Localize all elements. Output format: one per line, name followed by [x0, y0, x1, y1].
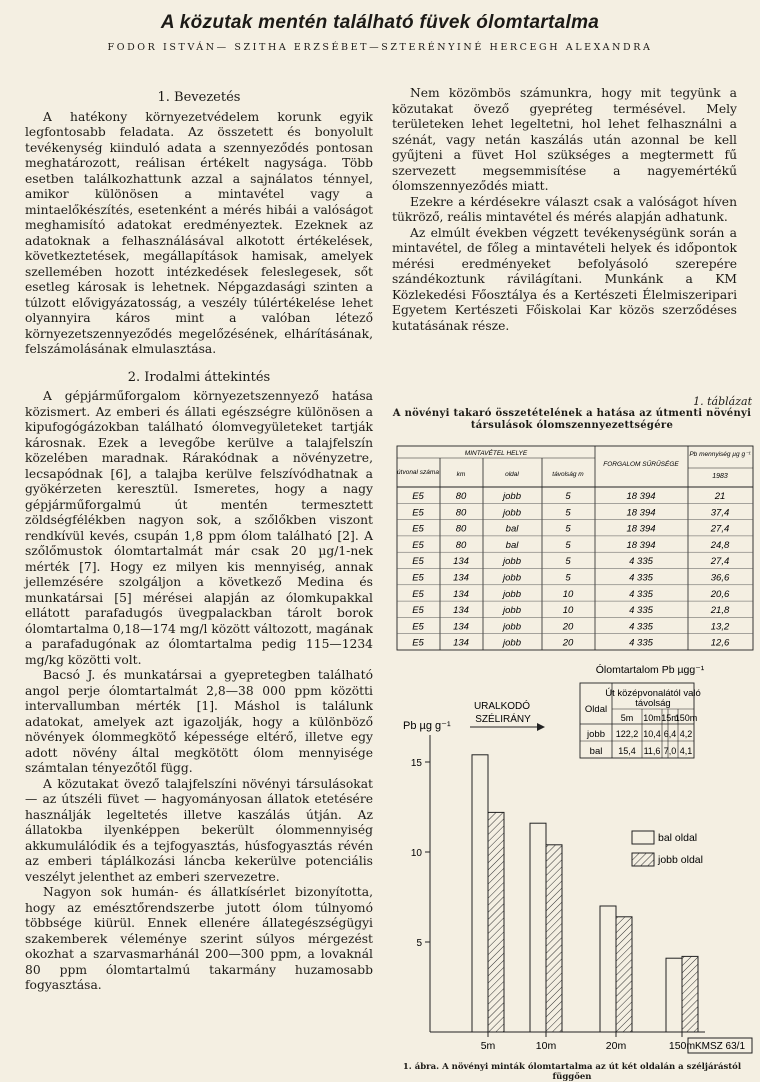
- y-tick-label: 5: [416, 938, 422, 949]
- inset-title: Ólomtartalom Pb µgg⁻¹: [595, 664, 705, 676]
- table-cell: 27,4: [710, 556, 730, 568]
- inset-value: 4,2: [679, 729, 693, 739]
- bar-jobb-oldal: [546, 845, 562, 1032]
- y-ticks: [411, 758, 430, 949]
- table-cell: jobb: [503, 621, 521, 633]
- inset-distance: 5m: [620, 713, 634, 723]
- right-paragraph-2: Ezekre a kérdésekre választ csak a valóságot híven tükröző, reális mintavétel és mérés alapján adhatunk.: [392, 194, 737, 224]
- legend-label-jobb: jobb oldal: [658, 854, 703, 866]
- bar-chart: [403, 720, 752, 1053]
- bar-bal-oldal: [600, 906, 616, 1032]
- x-tick-label: 10m: [535, 1040, 557, 1052]
- bar-jobb-oldal: [616, 917, 632, 1032]
- table-cell: bal: [505, 523, 519, 535]
- table-cell: 134: [453, 572, 469, 584]
- table-cell: 21,8: [710, 605, 730, 617]
- wind-arrow-icon: [537, 723, 545, 731]
- table-cell: 20,6: [710, 588, 730, 600]
- bars: [472, 755, 698, 1032]
- table-cell: 20: [562, 621, 574, 633]
- inset-value: 10,4: [643, 729, 661, 739]
- bar-bal-oldal: [472, 755, 488, 1032]
- table-cell: 5: [565, 539, 571, 551]
- table-caption: A növényi takaró összetételének a hatása az útmenti növényi társulások ólomszennyezettségére: [392, 408, 752, 431]
- table-cell: 4 335: [629, 572, 653, 584]
- wind-label-1: URALKODÓ: [473, 701, 531, 712]
- article-title: A közutak mentén található füvek ólomtartalma: [160, 12, 600, 33]
- right-paragraph-3: Az elmúlt években végzett tevékenységünk során a mintavétel, de főleg a mintavételi helyek és időpontok mérési eredményeket befolyásoló szerepére szándékoztunk rávilágítani. Munkánk a KM Közlekedési Főosztálya és a Kertészeti Élelmiszeripari Egyetem Kertészeti Főiskolai Kar közös szerződéses kutatásának része.: [392, 225, 737, 333]
- figure-inset-table: [580, 663, 705, 758]
- inset-value: 122,2: [615, 729, 639, 739]
- inset-distance: 10m: [643, 713, 661, 723]
- figure-caption: 1. ábra. A növényi minták ólomtartalma az út két oldalán a széljárástól függően: [402, 1062, 742, 1082]
- right-paragraph-1: Nem közömbös számunkra, hogy mit tegyünk a közutakat övező gyepréteg termésével. Mely területeken lehet legeltetni, hol lehet felhasználni a szénát, vagy netán kaszálás után azonnal be kell gyűjteni a füvet Hol szükséges a megtermett fű szervezett megsemmisítése a nagyemértékű ólomszennyeződés miatt.: [392, 86, 737, 193]
- table-header-cell: FORGALOM SŰRŰSÉGE: [603, 461, 679, 468]
- bar-jobb-oldal: [682, 956, 698, 1032]
- table-reference: 1. táblázat: [693, 395, 752, 408]
- table-cell: 4 335: [629, 637, 653, 649]
- table-cell: 5: [565, 507, 571, 519]
- table-cell: 36,6: [710, 572, 730, 584]
- table-cell: 80: [455, 507, 467, 519]
- table-cell: E5: [412, 491, 424, 502]
- data-table: [397, 446, 753, 650]
- bar-bal-oldal: [666, 958, 682, 1032]
- table-cell: E5: [412, 621, 424, 633]
- inset-distance: 15m: [661, 713, 679, 723]
- x-tick-label: 20m: [605, 1040, 627, 1052]
- table-cell: jobb: [503, 556, 521, 568]
- inset-value: 11,6: [643, 746, 661, 756]
- inset-side: bal: [589, 746, 603, 757]
- table-cell: E5: [412, 523, 424, 535]
- literature-paragraph-3: A közutakat övező talajfelszíni növényi társulásokat — az útszéli füvet — hagyományosan állatok etetésére használják legeltetés illetve kaszálás útján. Az állatokba ilyenképpen bekerült ólommennyiség akkumulálódik és a tejfogyasztás, húsfogyasztás révén az emberi táplálkozási láncba kekerülve potenciális veszélyt jelenthet az emberi szervezetre.: [25, 776, 373, 884]
- literature-paragraph-4: Nagyon sok humán- és állatkísérlet bizonyította, hogy az emésztőrendszerbe jutott ólom túlnyomó többsége kiürül. Ennek ellenére állategészségügyi szakemberek véleménye szerint súlyos mérgezést okozhat a szarvasmarhánál 200—300 ppm, a lovaknál 80 ppm ólomtartalmú takarmány huzamosabb fogyasztása.: [25, 885, 373, 992]
- table-group-header: MINTAVÉTEL HELYE: [464, 450, 528, 457]
- table-header-cell: oldal: [505, 471, 519, 478]
- literature-heading: 2. Irodalmi áttekintés: [127, 369, 271, 385]
- table-cell: 134: [453, 605, 469, 617]
- table-cell: 5: [565, 556, 571, 568]
- table-cell: jobb: [503, 491, 521, 502]
- literature-paragraph-2: Bacsó J. és munkatársai a gyepretegben található angol perje ólomtartalmát 2,8—38 000 ppm közötti intervallumban mérték [1]. Máshol is találunk adatokat, amelyek azt igazolják, hogy a különböző növények ólommegkötő képessége eltérő, illetve egy adott növény által megkötött ólom mennyisége számtalan tényezőtől függ.: [25, 668, 373, 775]
- table-cell: E5: [412, 556, 424, 568]
- legend: [632, 831, 703, 866]
- table-cell: bal: [505, 539, 519, 551]
- table-cell: E5: [412, 539, 424, 551]
- table-cell: 18 394: [626, 539, 656, 551]
- table-cell: 37,4: [710, 507, 730, 519]
- table-cell: 4 335: [629, 621, 653, 633]
- article-authors: FODOR ISTVÁN— SZITHA ERZSÉBET—SZTERÉNYINÉ HERCEGH ALEXANDRA: [107, 42, 653, 53]
- table-cell: jobb: [503, 605, 521, 617]
- table-cell: E5: [412, 637, 424, 649]
- intro-paragraph: A hatékony környezetvédelem korunk egyik legfontosabb feladata. Az összetett és bonyolult tevékenység kiinduló adata a szennyeződés pontosan meghatározott, reálisan értékelt nagysága. Több esetben találkozhattunk azzal a sajnálatos ténnyel, amikor különösen a mintavétel vagy a mintaelőkészítés, esetenként a mérés hibái a valóságot meghamisító adatokat eredményeztek. Ezeknek az adatoknak a felhasználásával alkotott értékelések, következtetések, megállapítások hamisak, amelyek szellemében hozott intézkedések feleslegesek, sőt esetleg károsak is lehetnek. Népgazdasági szinten a túlzott elővigyázatosság, a veszély túlértékelése lehet olyannyira káros mint a valóban létező környezetszennyeződés megelőzésének, elhárításának, felszámolásának elmulasztása.: [25, 109, 373, 356]
- table-cell: 5: [565, 572, 571, 584]
- table-header-cell: útvonal száma: [397, 469, 439, 476]
- table-cell: 10: [562, 588, 574, 600]
- table-cell: 134: [453, 556, 469, 568]
- table-cell: 4 335: [629, 556, 653, 568]
- table-cell: 134: [453, 621, 469, 633]
- table-cell: E5: [412, 507, 424, 519]
- inset-value: 15,4: [618, 746, 636, 756]
- table-cell: 13,2: [710, 621, 730, 633]
- inset-distance: 150m: [674, 713, 698, 723]
- inset-value: 4,1: [679, 746, 693, 756]
- x-tick-label: 5m: [480, 1040, 496, 1052]
- table-cell: 5: [565, 491, 571, 502]
- table-cell: 27,4: [710, 523, 730, 535]
- table-header-cell: Pb mennyiség µg g⁻¹: [689, 451, 751, 458]
- legend-label-bal: bal oldal: [658, 832, 698, 844]
- table-cell: 18 394: [626, 523, 656, 535]
- inset-group-header: Út középvonalától való: [605, 688, 701, 699]
- table-cell: jobb: [503, 572, 521, 584]
- table-cell: 80: [455, 523, 467, 535]
- intro-heading: 1. Bevezetés: [157, 90, 241, 105]
- table-cell: E5: [412, 605, 424, 617]
- table-cell: 20: [562, 637, 574, 649]
- table-cell: jobb: [503, 588, 521, 600]
- y-tick-label: 15: [410, 758, 422, 769]
- x-tick-label: 150m: [668, 1040, 696, 1052]
- table-year: 1983: [712, 473, 728, 480]
- y-tick-label: 10: [410, 848, 422, 859]
- table-cell: 12,6: [710, 637, 730, 649]
- table-cell: 10: [562, 605, 574, 617]
- table-text: [397, 448, 751, 649]
- table-cell: 134: [453, 637, 469, 649]
- table-cell: 18 394: [626, 507, 656, 519]
- y-axis-label: Pb µg g⁻¹: [403, 720, 451, 732]
- table-cell: 4 335: [629, 605, 653, 617]
- inset-side: jobb: [587, 729, 605, 740]
- legend-swatch-jobb: [632, 853, 654, 866]
- table-cell: jobb: [503, 507, 521, 519]
- table-cell: 134: [453, 588, 469, 600]
- bar-jobb-oldal: [488, 812, 504, 1032]
- inset-value: 7,0: [663, 746, 677, 756]
- table-cell: 4 335: [629, 588, 653, 600]
- table-cell: 21: [714, 491, 726, 502]
- table-cell: 18 394: [626, 491, 656, 502]
- table-header-cell: távolság m: [552, 471, 584, 478]
- wind-indicator: [470, 699, 545, 731]
- table-cell: 80: [455, 491, 467, 502]
- bar-bal-oldal: [530, 823, 546, 1032]
- table-cell: E5: [412, 572, 424, 584]
- stamp-text: KMSZ 63/1: [694, 1041, 746, 1052]
- legend-swatch-bal: [632, 831, 654, 844]
- inset-col-header: Oldal: [584, 704, 608, 715]
- table-cell: 24,8: [710, 539, 730, 551]
- table-cell: 5: [565, 523, 571, 535]
- literature-paragraph-1: A gépjárműforgalom környezetszennyező hatása közismert. Az emberi és állati egészségre különösen a kipufogógázokban található ólomvegyületeket tartják károsnak. Ezek a levegőbe kerülve a talajfelszín közelében maradnak. Rárakódnak a növényzetre, lecsapódnak [6], a talajba kerülve felszívódhatnak a gyökérzeten keresztül. Ismeretes, hogy a nagy gépjárműforgalmú út mentén termesztett zöldségfélékben nagyon sok, a szőlőkben viszont rendkívül kevés, csupán 1,8 ppm ólom található [2]. A szőlőmustok ólomtartalmát már csak 20 µg/1-nek mérték [7]. Hogy ez milyen kis mennyiség, annak jellemzésére szolgáljon a következő Medina és munkatársai [5] mérései alapján az ólomkupakkal ellátott parafadugós üvegpalackban tárolt borok ólomtartalma 0,18—174 mg/l között változott, magának a parafadugónak az ólomtartalma pedig 115—1234 mg/kg közötti volt.: [25, 389, 373, 667]
- inset-group-header-2: távolság: [635, 698, 671, 709]
- table-cell: 80: [455, 539, 467, 551]
- x-ticks: [481, 1032, 696, 1052]
- table-cell: E5: [412, 588, 424, 600]
- table-cell: jobb: [503, 637, 521, 649]
- inset-text: [585, 688, 701, 757]
- table-header-cell: km: [456, 471, 466, 478]
- inset-value: 6,4: [663, 729, 677, 739]
- wind-label-2: SZÉLIRÁNY: [475, 714, 531, 725]
